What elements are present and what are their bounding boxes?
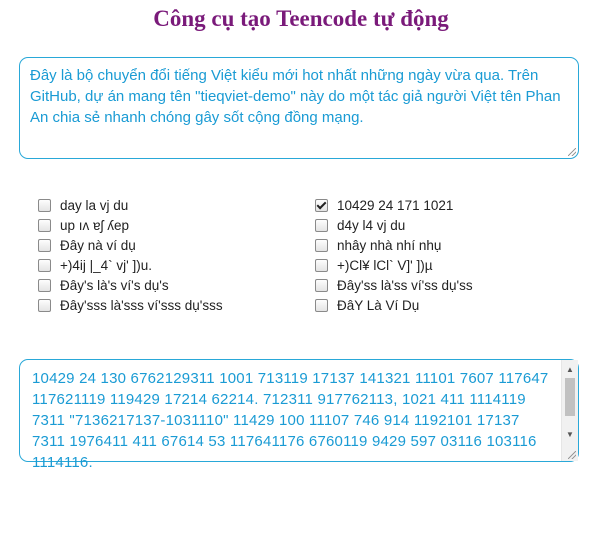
checkbox[interactable] (315, 239, 328, 252)
options-right-column (315, 195, 473, 315)
scroll-up-icon[interactable]: ▲ (565, 365, 575, 374)
option-item[interactable] (38, 255, 223, 275)
option-label: day la vj du (60, 197, 129, 213)
option-label: Đây's là's ví's dụ's (60, 277, 169, 293)
page-title: Công cụ tạo Teencode tự động (153, 6, 449, 31)
option-item[interactable] (38, 235, 223, 255)
output-textarea[interactable] (19, 359, 579, 471)
option-item[interactable] (38, 195, 223, 215)
option-label: nhây nhà nhí nhụ (337, 237, 442, 253)
option-item[interactable] (315, 295, 473, 315)
scrollbar-thumb[interactable] (565, 378, 575, 416)
option-item[interactable] (315, 195, 473, 215)
option-label: 10429 24 171 1021 (337, 197, 454, 213)
resize-handle-icon[interactable] (568, 451, 576, 459)
input-text: Đây là bộ chuyển đổi tiếng Việt kiểu mới hot nhất những ngày vừa qua. Trên GitHub, dự án mang tên "tieqviet-demo" này do một tác giả người Việt tên Phan An chia sẻ nhanh chóng gây sốt cộng đồng mạng. (30, 67, 561, 126)
option-item[interactable] (315, 275, 473, 295)
resize-handle-icon[interactable] (568, 148, 576, 156)
option-item[interactable] (315, 255, 473, 275)
checkbox[interactable] (38, 259, 51, 272)
option-label: up ıʌ ɐʃ ʎep (60, 217, 130, 233)
checkbox[interactable] (38, 239, 51, 252)
option-item[interactable] (38, 215, 223, 235)
option-item[interactable] (315, 235, 473, 255)
checkbox[interactable] (38, 279, 51, 292)
option-label: Đây'ss là'ss ví'ss dụ'ss (337, 277, 473, 293)
option-label: ĐâY Là Ví Dụ (337, 297, 420, 313)
option-item[interactable] (38, 275, 223, 295)
option-label: d4y l4 vj du (337, 217, 406, 233)
option-item[interactable] (38, 295, 223, 315)
checkbox[interactable] (38, 299, 51, 312)
checkbox[interactable] (315, 279, 328, 292)
option-label: Đây'sss là'sss ví'sss dụ'sss (60, 297, 223, 313)
scrollbar[interactable] (561, 360, 578, 461)
input-textarea[interactable] (19, 57, 579, 159)
checkbox[interactable] (315, 219, 328, 232)
checkbox[interactable] (38, 199, 51, 212)
checkbox[interactable] (315, 299, 328, 312)
options-left-column (38, 195, 223, 315)
scroll-down-icon[interactable]: ▼ (565, 430, 575, 439)
option-label: +)Cl¥ lCl` V]' ])µ (337, 257, 433, 273)
checkbox[interactable] (38, 219, 51, 232)
output-text: 10429 24 130 6762129311 1001 713119 17137 141321 11101 7607 117647 117621119 119429 17214 62214. 712311 917762113, 1021 411 1114119 7311 "7136217137-1031110" 11429 100 11107 746 914 1192101 17137 7311 1976411 411 67614 53 117641176 6760119 9429 597 03116 103116 1114116. (32, 370, 549, 471)
option-item[interactable] (315, 215, 473, 235)
option-label: Đây nà ví dụ (60, 237, 136, 253)
option-label: +)4ij |_4` vj' ])u. (60, 257, 152, 273)
checkbox[interactable] (315, 259, 328, 272)
checkbox[interactable] (315, 199, 328, 212)
